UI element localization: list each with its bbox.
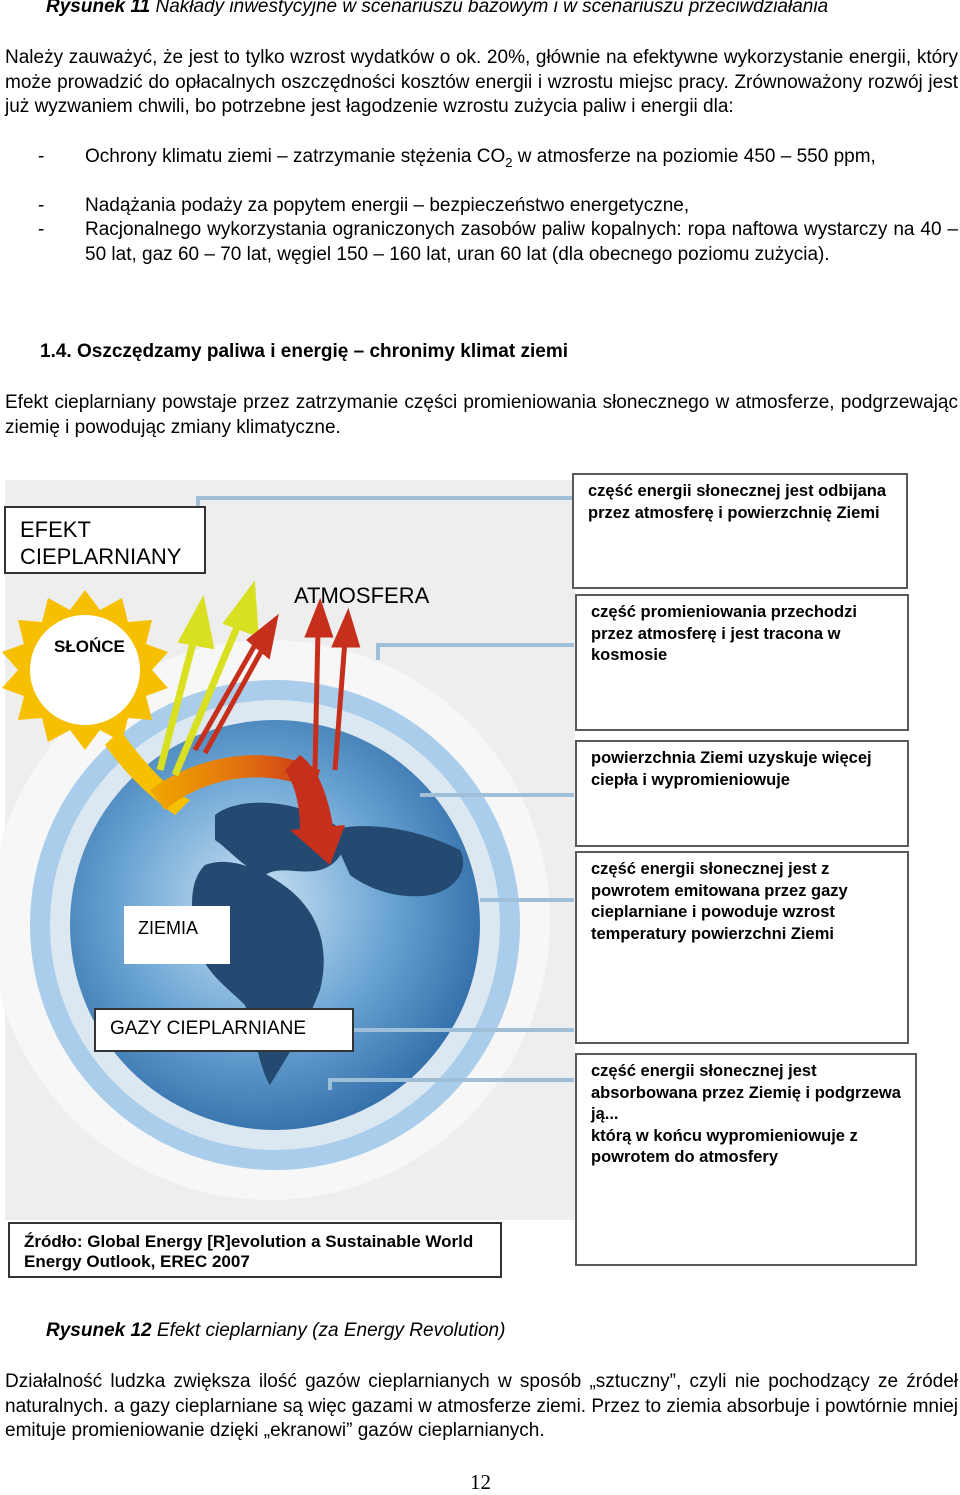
bullet-item-1 <box>38 145 958 195</box>
bullet-dash: - <box>38 195 45 216</box>
bullet-text-2: Nadążania podaży za popytem energii – bezpieczeństwo energetyczne, <box>85 195 690 216</box>
greenhouse-gases-label: GAZY CIEPLARNIANE <box>94 1008 354 1052</box>
figure-11-label: Rysunek 11 <box>46 0 151 17</box>
figure-11-caption <box>46 0 828 18</box>
info-box-lost-to-space: część promieniowania przechodzi przez atmosferę i jest tracona w kosmosie <box>575 594 909 731</box>
info-box-absorbed: część energii słonecznej jest absorbowana przez Ziemię i podgrzewa ją... którą w końcu wypromieniowuje z powrotem do atmosfery <box>575 1053 917 1266</box>
section-heading: 1.4. Oszczędzamy paliwa i energię – chronimy klimat ziemi <box>40 341 568 362</box>
greenhouse-diagram <box>0 470 960 1310</box>
paragraph-3: Działalność ludzka zwiększa ilość gazów cieplarnianych w sposób „sztuczny”, czyli nie pochodzący ze źródeł naturalnych. a gazy cieplarniane są więc gazami w atmosferze ziemi. Przez to ziemia absorbuje i powtórnie mniej emituje promieniowanie dzięki „ekranowi” gazów cieplarnianych. <box>5 1371 958 1441</box>
sun-label: SŁOŃCE <box>54 637 125 656</box>
bullet-text-1 <box>85 145 958 175</box>
source-note: Źródło: Global Energy [R]evolution a Sustainable World Energy Outlook, EREC 2007 <box>8 1222 502 1278</box>
page-number: 12 <box>470 1470 491 1494</box>
atmosphere-label: ATMOSFERA <box>294 583 430 608</box>
bullet-item-3 <box>38 218 958 293</box>
info-box-surface-heat: powierzchnia Ziemi uzyskuje więcej ciepła i wypromieniowuje <box>575 740 909 847</box>
paragraph-2: Efekt cieplarniany powstaje przez zatrzymanie części promieniowania słonecznego w atmosferze, podgrzewając ziemię i powodując zmiany klimatyczne. <box>5 392 958 438</box>
diagram-title: EFEKT CIEPLARNIANY <box>4 506 206 574</box>
info-box-reemitted: część energii słonecznej jest z powrotem emitowana przez gazy cieplarniane i powoduje wzrost temperatury powierzchni Ziemi <box>575 851 909 1044</box>
bullet-dash: - <box>38 146 45 167</box>
earth-label: ZIEMIA <box>124 906 230 964</box>
bullet-dash: - <box>38 219 45 240</box>
figure-12-caption <box>46 1320 505 1342</box>
info-box-reflected: część energii słonecznej jest odbijana przez atmosferę i powierzchnię Ziemi <box>572 473 908 589</box>
paragraph-1: Należy zauważyć, że jest to tylko wzrost wydatków o ok. 20%, głównie na efektywne wykorzystanie energii, który może prowadzić do opłacalnych oszczędności kosztów energii i wzrostu miejsc pracy. Zrównoważony rozwój jest już wyzwaniem chwili, bo potrzebne jest łagodzenie wzrostu zużycia paliw i energii dla: <box>5 47 958 117</box>
bullet-item-2 <box>38 194 958 219</box>
bullet-text-3: Racjonalnego wykorzystania ograniczonych zasobów paliw kopalnych: ropa naftowa wystarczy na 40 – 50 lat, gaz 60 – 70 lat, węgiel 150 – 160 lat, uran 60 lat (dla obecnego poziomu zużycia). <box>85 219 958 265</box>
figure-11-text: Nakłady inwestycyjne w scenariuszu bazowym i w scenariuszu przeciwdziałania <box>150 0 829 17</box>
figure-12-text: Efekt cieplarniany (za Energy Revolution) <box>151 1320 506 1341</box>
co2-subscript: 2 <box>505 154 513 170</box>
bullet-1-pre: Ochrony klimatu ziemi – zatrzymanie stężenia CO <box>85 146 506 167</box>
bullet-1-post: w atmosferze na poziomie 450 – 550 ppm, <box>512 146 876 167</box>
figure-12-label: Rysunek 12 <box>46 1320 152 1341</box>
